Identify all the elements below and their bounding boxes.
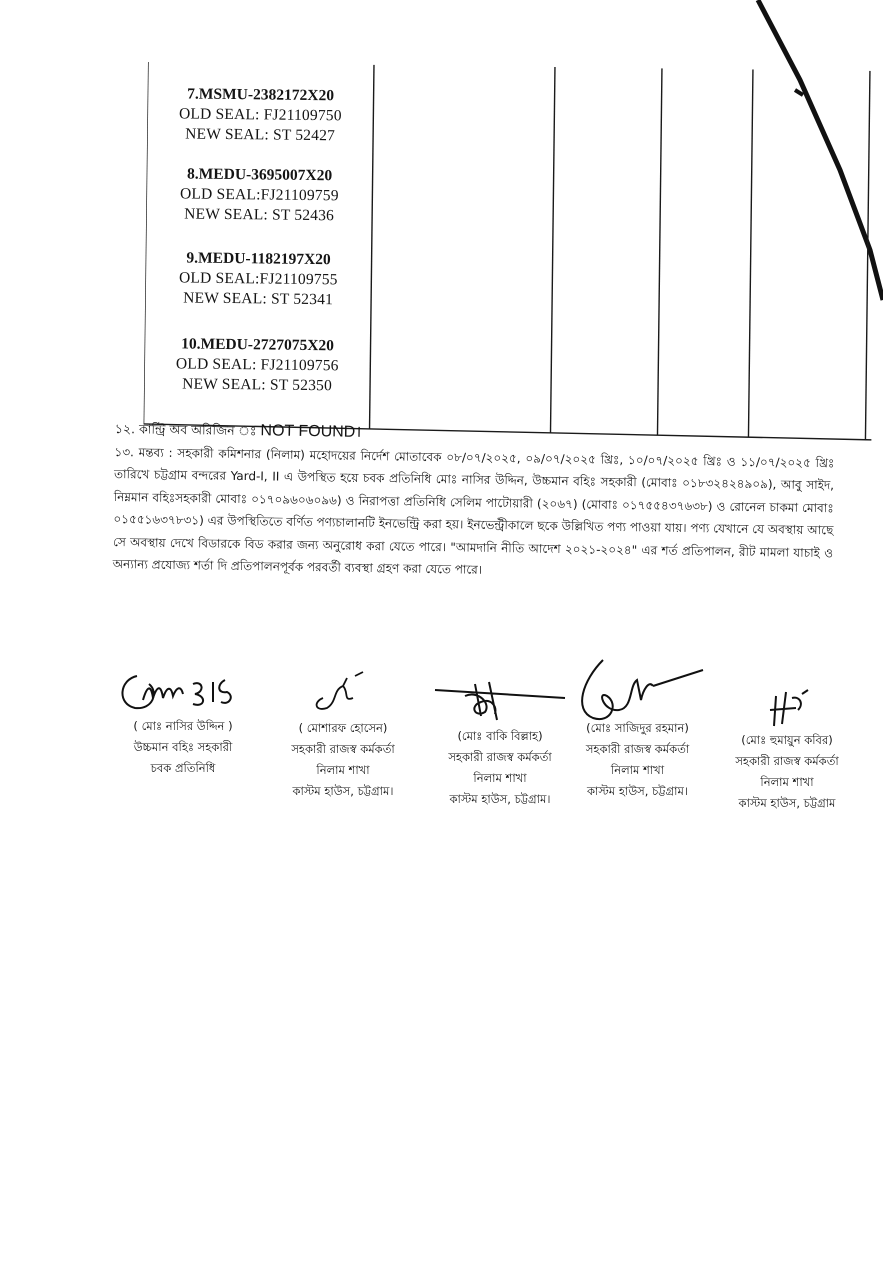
container-id: 8.MEDU-3695007X20 [186,165,333,185]
new-seal: NEW SEAL: ST 52341 [183,289,334,309]
signatory-designation: সহকারী রাজস্ব কর্মকর্তা [291,742,395,756]
signatory-name: ( মোঃ নাসির উদ্দিন ) [133,719,233,733]
signatory-designation: সহকারী রাজস্ব কর্মকর্তা [585,742,690,756]
signatory-organization: কাস্টম হাউস, চট্টগ্রাম [738,796,836,810]
signatory-office: নিলাম শাখা [610,763,665,777]
container-entry [146,164,373,227]
handwritten-signature [752,686,822,730]
signature-text: Nasir 3/8 [113,662,118,663]
signature-block [425,676,575,810]
container-table [143,62,875,441]
container-id: 9.MEDU-1182197X20 [186,249,331,269]
handwritten-signature [425,676,575,726]
new-seal: NEW SEAL: ST 52427 [185,125,336,145]
handwritten-signature [113,662,253,716]
old-seal: OLD SEAL:FJ21109759 [179,185,339,205]
new-seal: NEW SEAL: ST 52350 [182,375,333,395]
signatory-designation: সহকারী রাজস্ব কর্মকর্তা [735,754,839,768]
signatory-office: নিলাম শাখা [473,771,527,785]
container-id: 7.MSMU-2382172X20 [187,85,335,105]
old-seal: OLD SEAL: FJ21109756 [175,355,339,375]
handwritten-signature [563,650,713,726]
signatory-office: চবক প্রতিনিধি [150,761,216,775]
container-entry [144,334,371,397]
container-id: 10.MEDU-2727075X20 [181,335,335,355]
origin-value: NOT FOUND। [260,422,362,441]
signatory-name: (মোঃ সাজিদুর রহমান) [586,721,689,735]
signatory-name: ( মোশারফ হোসেন) [298,721,388,735]
signatory-name: (মোঃ বাকি বিল্লাহ) [457,729,543,743]
signatory-designation: উচ্চমান বহিঃ সহকারী [133,740,233,754]
new-seal: NEW SEAL: ST 52436 [184,205,335,225]
old-seal: OLD SEAL:FJ21109755 [178,269,338,289]
handwritten-signature [303,668,383,718]
signatory-office: নিলাম শাখা [760,775,814,789]
signatory-name: (মোঃ হুমায়ুন কবির) [741,733,833,747]
signatory-organization: কাস্টম হাউস, চট্টগ্রাম। [586,784,688,798]
origin-label: ১২. কান্ট্রি অব অরিজিন ঃ [114,420,257,439]
signatory-organization: কাস্টম হাউস, চট্টগ্রাম। [449,792,551,806]
remarks-text: ১৩. মন্তব্য : সহকারী কমিশনার (নিলাম) মহোদয়ের নির্দেশ মোতাবেক ০৮/০৭/২০২৫, ০৯/০৭/২০২৫ খ্রিঃ, ১০/০৭/২০২৫ খ্রিঃ ও ১১/০৭/২০২৫ খ্রিঃ তারিখে চট্টগ্রাম বন্দরের Yard-I, II এ উপস্থিত হয়ে চবক প্রতিনিধি মোঃ নাসির উদ্দিন, উচ্চমান বহিঃ সহকারী (মোবাঃ ০১৮৩২৪২৪৯০৯), আবু সাইদ, নিম্নমান বহিঃসহকারী মোবাঃ ০১৭০৯৬০৬০৯৬) ও নিরাপত্তা প্রতিনিধি সেলিম পাটোয়ারী (২০৬৭) (মোবাঃ ০১৭৫৫৪৩৭৬৩৮) ও রোনেল চাকমা মোবাঃ ০১৫৫১৬৩৭৮৩১) এর উপস্থিতিতে বর্ণিত পণ্যচালানটি ইনভেন্ট্রি করা হয়। ইনভেন্ট্রীকালে ছকে উল্লিখিত পণ্য পাওয়া যায়। পণ্য যেখানে যে অবস্থায় আছে সে অবস্থায় দেখে বিডারকে বিড করার জন্য অনুরোধ করা যেতে পারে। "আমদানি নীতি আদেশ ২০২১-২০২৪" এর শর্ত প্রতিপালন, রীট মামলা যাচাই ও অন্যান্য প্রযোজ্য শর্তা দি প্রতিপালনপূর্বক পরবর্তী ব্যবস্থা গ্রহণ করা যেতে পারে। [112,444,835,577]
signatory-office: নিলাম শাখা [316,763,370,777]
signature-block [560,650,715,802]
signature-block [98,662,268,779]
container-entry [145,248,372,311]
remarks-section [113,418,835,587]
container-entry [147,84,374,147]
signatory-organization: কাস্টম হাউস, চট্টগ্রাম। [292,784,394,798]
signature-block [268,668,418,802]
signature-block [712,686,862,814]
old-seal: OLD SEAL: FJ21109750 [178,105,342,125]
signatory-designation: সহকারী রাজস্ব কর্মকর্তা [448,750,552,764]
